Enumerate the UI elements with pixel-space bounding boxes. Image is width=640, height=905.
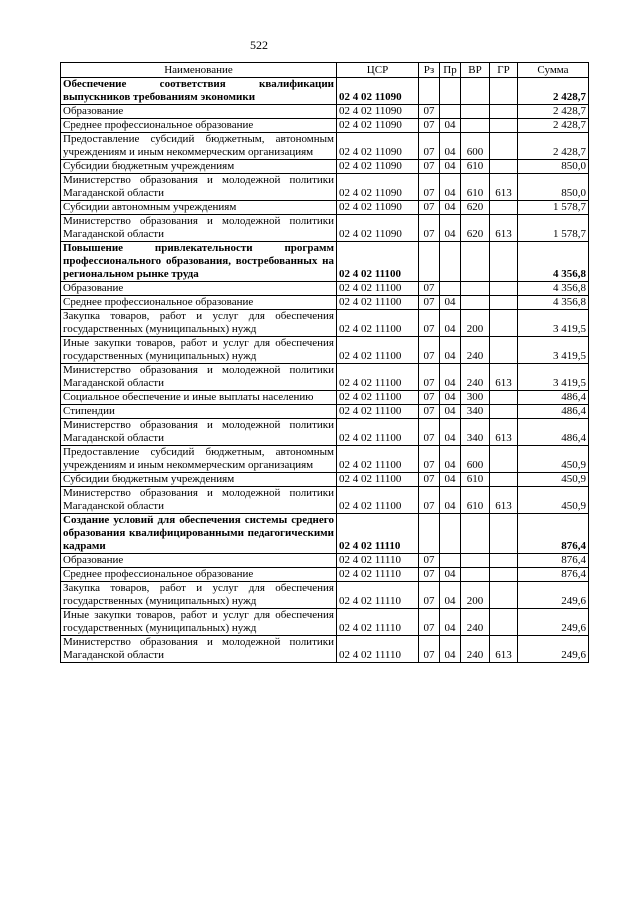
table-row [61,364,589,391]
row-pr-cell: 04 [440,405,461,419]
row-vr-cell: 600 [461,133,490,160]
table-row [61,419,589,446]
row-csr-cell: 02 4 02 11100 [337,364,419,391]
row-sum-cell: 850,0 [518,160,589,174]
row-name-cell: Стипендии [61,405,337,419]
row-name-cell: Обеспечение соответствия квалификации выпускников требованиям экономики [61,78,337,105]
row-vr-cell: 620 [461,215,490,242]
row-gr-cell: 613 [490,364,518,391]
row-sum-cell: 3 419,5 [518,310,589,337]
row-sum-cell: 450,9 [518,446,589,473]
header-sum: Сумма [518,63,589,78]
row-gr-cell [490,337,518,364]
row-rz-cell: 07 [419,174,440,201]
row-sum-cell: 1 578,7 [518,201,589,215]
row-pr-cell: 04 [440,582,461,609]
header-vr: ВР [461,63,490,78]
row-csr-cell: 02 4 02 11100 [337,242,419,282]
row-vr-cell: 200 [461,582,490,609]
row-csr-cell: 02 4 02 11100 [337,391,419,405]
row-csr-cell: 02 4 02 11110 [337,636,419,663]
row-pr-cell: 04 [440,568,461,582]
row-pr-cell [440,514,461,554]
table-row [61,160,589,174]
row-vr-cell: 340 [461,405,490,419]
row-csr-cell: 02 4 02 11100 [337,487,419,514]
table-row [61,174,589,201]
table-row [61,636,589,663]
row-pr-cell: 04 [440,215,461,242]
row-gr-cell [490,554,518,568]
header-row [61,63,589,78]
table-row [61,554,589,568]
row-gr-cell: 613 [490,174,518,201]
row-csr-cell: 02 4 02 11110 [337,554,419,568]
row-pr-cell: 04 [440,201,461,215]
row-csr-cell: 02 4 02 11090 [337,133,419,160]
row-pr-cell: 04 [440,419,461,446]
table-row [61,514,589,554]
row-vr-cell: 610 [461,174,490,201]
row-pr-cell: 04 [440,310,461,337]
page-number: 522 [250,38,268,52]
row-rz-cell: 07 [419,446,440,473]
table-row [61,391,589,405]
row-gr-cell [490,310,518,337]
row-vr-cell [461,242,490,282]
table-row [61,119,589,133]
row-gr-cell: 613 [490,419,518,446]
row-csr-cell: 02 4 02 11110 [337,609,419,636]
row-gr-cell [490,391,518,405]
row-rz-cell: 07 [419,201,440,215]
row-sum-cell: 450,9 [518,473,589,487]
row-name-cell: Среднее профессиональное образование [61,568,337,582]
row-name-cell: Министерство образования и молодежной политики Магаданской области [61,364,337,391]
row-name-cell: Образование [61,105,337,119]
row-rz-cell: 07 [419,391,440,405]
table-row [61,337,589,364]
row-name-cell: Среднее профессиональное образование [61,119,337,133]
row-pr-cell [440,554,461,568]
row-sum-cell: 2 428,7 [518,133,589,160]
row-gr-cell [490,405,518,419]
row-csr-cell: 02 4 02 11100 [337,296,419,310]
row-vr-cell [461,296,490,310]
row-rz-cell: 07 [419,636,440,663]
header-csr: ЦСР [337,63,419,78]
row-sum-cell: 4 356,8 [518,282,589,296]
row-sum-cell: 2 428,7 [518,105,589,119]
row-sum-cell: 249,6 [518,609,589,636]
row-name-cell: Министерство образования и молодежной политики Магаданской области [61,487,337,514]
row-gr-cell [490,568,518,582]
row-name-cell: Образование [61,554,337,568]
row-pr-cell [440,242,461,282]
row-vr-cell [461,105,490,119]
row-vr-cell [461,554,490,568]
row-sum-cell: 450,9 [518,487,589,514]
row-vr-cell [461,78,490,105]
row-rz-cell: 07 [419,215,440,242]
row-vr-cell: 200 [461,310,490,337]
row-rz-cell: 07 [419,405,440,419]
row-sum-cell: 2 428,7 [518,78,589,105]
row-pr-cell [440,282,461,296]
row-name-cell: Субсидии бюджетным учреждениям [61,473,337,487]
table-row [61,78,589,105]
row-vr-cell: 610 [461,160,490,174]
row-sum-cell: 249,6 [518,582,589,609]
row-vr-cell [461,282,490,296]
header-pr: Пр [440,63,461,78]
row-gr-cell: 613 [490,487,518,514]
row-vr-cell: 610 [461,487,490,514]
table-row [61,568,589,582]
row-vr-cell [461,568,490,582]
row-pr-cell: 04 [440,487,461,514]
row-name-cell: Закупка товаров, работ и услуг для обеспечения государственных (муниципальных) нужд [61,310,337,337]
row-name-cell: Среднее профессиональное образование [61,296,337,310]
row-sum-cell: 3 419,5 [518,364,589,391]
row-rz-cell: 07 [419,160,440,174]
table-row [61,296,589,310]
row-name-cell: Министерство образования и молодежной политики Магаданской области [61,174,337,201]
row-vr-cell: 340 [461,419,490,446]
row-pr-cell: 04 [440,609,461,636]
row-rz-cell: 07 [419,119,440,133]
row-gr-cell [490,78,518,105]
row-gr-cell [490,473,518,487]
row-pr-cell [440,105,461,119]
row-sum-cell: 876,4 [518,514,589,554]
table-row [61,487,589,514]
row-rz-cell [419,78,440,105]
header-gr: ГР [490,63,518,78]
row-vr-cell: 610 [461,473,490,487]
row-csr-cell: 02 4 02 11090 [337,119,419,133]
row-csr-cell: 02 4 02 11100 [337,337,419,364]
row-name-cell: Иные закупки товаров, работ и услуг для обеспечения государственных (муниципальных) нужд [61,337,337,364]
table-row [61,201,589,215]
table-row [61,282,589,296]
row-rz-cell: 07 [419,609,440,636]
row-gr-cell [490,582,518,609]
table-row [61,446,589,473]
row-name-cell: Закупка товаров, работ и услуг для обеспечения государственных (муниципальных) нужд [61,582,337,609]
row-sum-cell: 2 428,7 [518,119,589,133]
row-sum-cell: 876,4 [518,568,589,582]
table-row [61,215,589,242]
row-sum-cell: 486,4 [518,391,589,405]
row-csr-cell: 02 4 02 11090 [337,105,419,119]
row-pr-cell: 04 [440,446,461,473]
table-row [61,133,589,160]
row-gr-cell: 613 [490,636,518,663]
row-csr-cell: 02 4 02 11100 [337,282,419,296]
row-rz-cell: 07 [419,473,440,487]
row-gr-cell [490,201,518,215]
row-rz-cell [419,514,440,554]
row-pr-cell: 04 [440,133,461,160]
row-csr-cell: 02 4 02 11090 [337,215,419,242]
row-name-cell: Образование [61,282,337,296]
row-sum-cell: 850,0 [518,174,589,201]
row-pr-cell: 04 [440,391,461,405]
table-row [61,582,589,609]
table-row [61,405,589,419]
row-rz-cell: 07 [419,554,440,568]
row-gr-cell [490,119,518,133]
row-gr-cell [490,514,518,554]
row-csr-cell: 02 4 02 11090 [337,78,419,105]
row-rz-cell: 07 [419,568,440,582]
table-row [61,473,589,487]
row-vr-cell: 600 [461,446,490,473]
row-sum-cell: 486,4 [518,419,589,446]
row-csr-cell: 02 4 02 11100 [337,405,419,419]
row-pr-cell: 04 [440,174,461,201]
row-name-cell: Повышение привлекательности программ профессионального образования, востребованных на региональном рынке труда [61,242,337,282]
row-gr-cell [490,609,518,636]
row-csr-cell: 02 4 02 11090 [337,174,419,201]
row-gr-cell [490,133,518,160]
table-row [61,242,589,282]
row-pr-cell: 04 [440,119,461,133]
row-sum-cell: 4 356,8 [518,296,589,310]
row-rz-cell: 07 [419,310,440,337]
row-rz-cell: 07 [419,364,440,391]
row-vr-cell [461,119,490,133]
row-rz-cell: 07 [419,487,440,514]
row-csr-cell: 02 4 02 11090 [337,160,419,174]
row-gr-cell [490,282,518,296]
row-vr-cell: 620 [461,201,490,215]
row-pr-cell: 04 [440,160,461,174]
row-vr-cell: 240 [461,636,490,663]
row-name-cell: Министерство образования и молодежной политики Магаданской области [61,636,337,663]
row-csr-cell: 02 4 02 11100 [337,446,419,473]
row-gr-cell [490,296,518,310]
row-name-cell: Социальное обеспечение и иные выплаты населению [61,391,337,405]
row-rz-cell: 07 [419,419,440,446]
header-rz: Рз [419,63,440,78]
row-sum-cell: 249,6 [518,636,589,663]
row-csr-cell: 02 4 02 11100 [337,310,419,337]
row-gr-cell [490,160,518,174]
row-pr-cell: 04 [440,636,461,663]
row-vr-cell [461,514,490,554]
row-gr-cell: 613 [490,215,518,242]
row-name-cell: Министерство образования и молодежной политики Магаданской области [61,419,337,446]
row-name-cell: Предоставление субсидий бюджетным, автономным учреждениям и иным некоммерческим организациям [61,133,337,160]
row-sum-cell: 486,4 [518,405,589,419]
row-rz-cell: 07 [419,582,440,609]
table-row [61,609,589,636]
row-vr-cell: 300 [461,391,490,405]
row-sum-cell: 1 578,7 [518,215,589,242]
table-row [61,310,589,337]
row-sum-cell: 3 419,5 [518,337,589,364]
row-csr-cell: 02 4 02 11110 [337,568,419,582]
row-name-cell: Предоставление субсидий бюджетным, автономным учреждениям и иным некоммерческим организациям [61,446,337,473]
row-name-cell: Субсидии бюджетным учреждениям [61,160,337,174]
row-name-cell: Иные закупки товаров, работ и услуг для обеспечения государственных (муниципальных) нужд [61,609,337,636]
row-csr-cell: 02 4 02 11110 [337,514,419,554]
row-csr-cell: 02 4 02 11100 [337,419,419,446]
row-name-cell: Министерство образования и молодежной политики Магаданской области [61,215,337,242]
row-gr-cell [490,105,518,119]
row-name-cell: Субсидии автономным учреждениям [61,201,337,215]
row-rz-cell: 07 [419,105,440,119]
row-csr-cell: 02 4 02 11100 [337,473,419,487]
table-body [61,78,589,663]
row-sum-cell: 876,4 [518,554,589,568]
row-vr-cell: 240 [461,364,490,391]
row-pr-cell: 04 [440,337,461,364]
row-gr-cell [490,446,518,473]
row-rz-cell: 07 [419,282,440,296]
row-pr-cell: 04 [440,473,461,487]
table-row [61,105,589,119]
row-name-cell: Создание условий для обеспечения системы среднего образования квалифицированными педагогическими кадрами [61,514,337,554]
row-vr-cell: 240 [461,337,490,364]
row-rz-cell: 07 [419,296,440,310]
header-name: Наименование [61,63,337,78]
row-csr-cell: 02 4 02 11110 [337,582,419,609]
row-vr-cell: 240 [461,609,490,636]
row-pr-cell: 04 [440,364,461,391]
budget-table [60,62,589,663]
row-rz-cell: 07 [419,337,440,364]
row-rz-cell: 07 [419,133,440,160]
row-sum-cell: 4 356,8 [518,242,589,282]
row-rz-cell [419,242,440,282]
row-pr-cell: 04 [440,296,461,310]
row-gr-cell [490,242,518,282]
row-csr-cell: 02 4 02 11090 [337,201,419,215]
row-pr-cell [440,78,461,105]
